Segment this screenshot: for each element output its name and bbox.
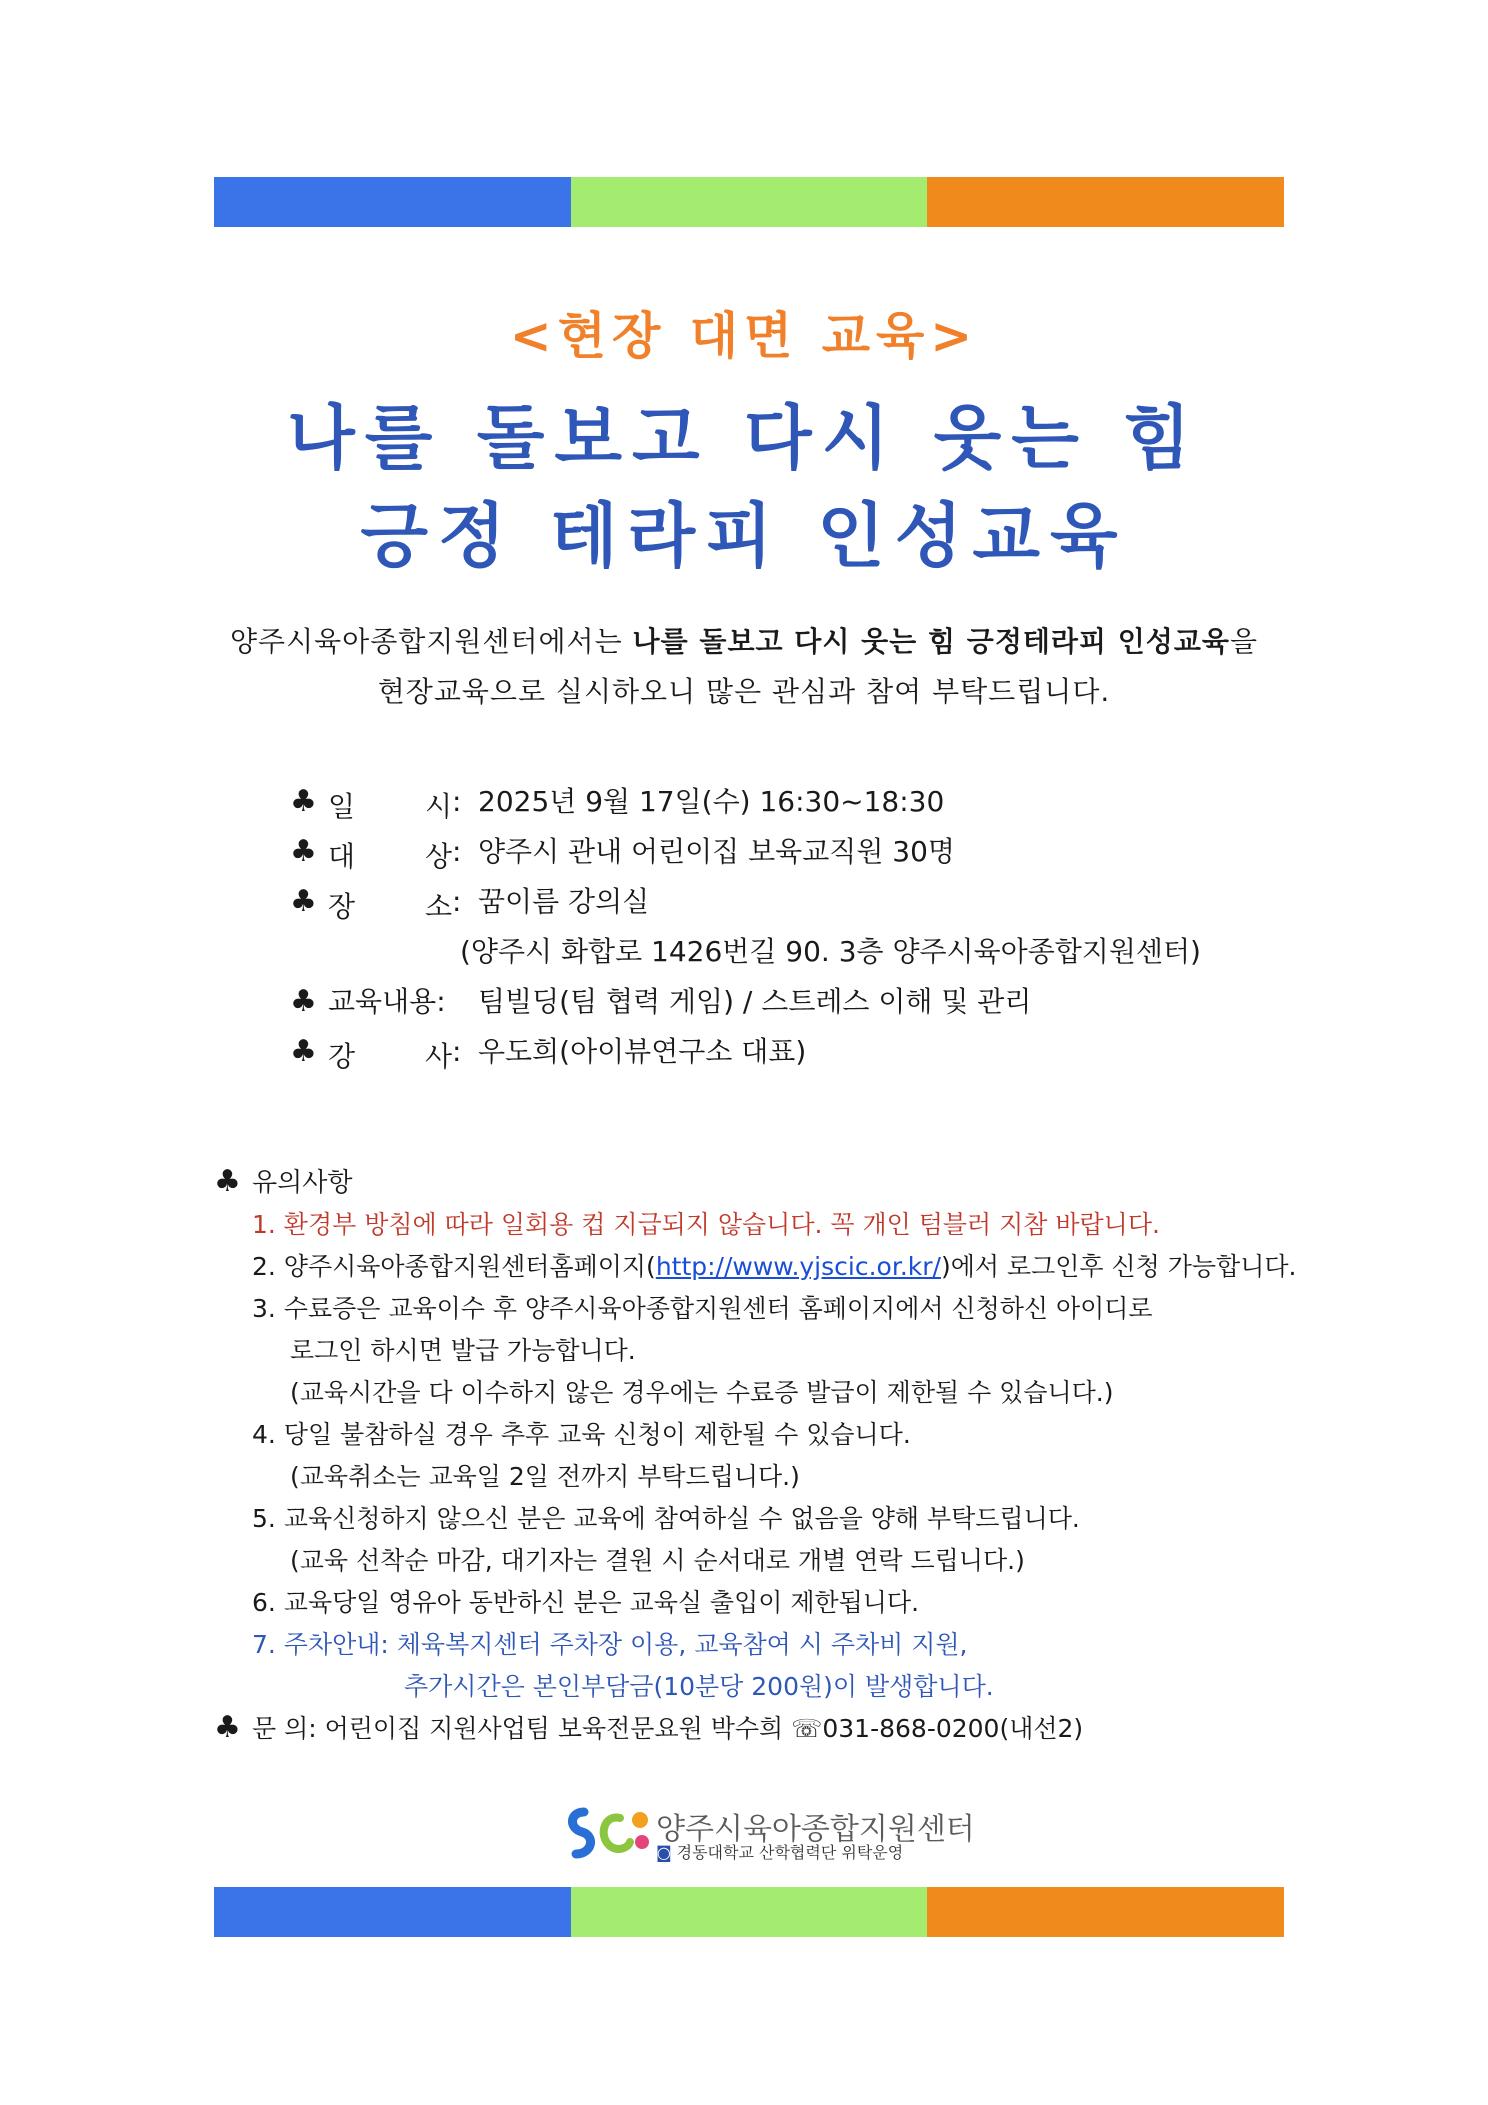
band-blue-segment — [214, 1887, 571, 1937]
top-color-band — [214, 177, 1284, 227]
info-value-place: 꿈이름 강의실 — [478, 885, 650, 918]
info-value-date: 2025년 9월 17일(수) 16:30~18:30 — [478, 785, 945, 818]
note-item-5-line2: (교육 선착순 마감, 대기자는 결원 시 순서대로 개별 연락 드립니다.) — [290, 1546, 1025, 1575]
info-label-target: 대 상 : — [328, 835, 462, 873]
info-value-target: 양주시 관내 어린이집 보육교직원 30명 — [478, 835, 955, 868]
info-label-content: 교육내용: — [328, 985, 446, 1018]
band-orange-segment — [927, 1887, 1284, 1937]
club-icon: ♣ — [290, 884, 317, 919]
info-value-content: 팀빌딩(팀 협력 게임) / 스트레스 이해 및 관리 — [478, 985, 1032, 1018]
note-item-4-line2: (교육취소는 교육일 2일 전까지 부탁드립니다.) — [290, 1462, 800, 1491]
note-item-4-line1: 4. 당일 불참하실 경우 추후 교육 신청이 제한될 수 있습니다. — [252, 1420, 911, 1449]
homepage-link[interactable]: http://www.yjscic.or.kr/ — [655, 1252, 941, 1281]
university-emblem-icon: ◙ — [656, 1843, 672, 1862]
note-item-2-suffix: )에서 로그인후 신청 가능합니다. — [940, 1252, 1297, 1281]
info-row-target — [290, 830, 955, 875]
note-item-5-line1: 5. 교육신청하지 않으신 분은 교육에 참여하실 수 없음을 양해 부탁드립니다. — [252, 1504, 1080, 1533]
center-logo-sub: ◙ 경동대학교 산학협력단 위탁운영 — [656, 1843, 904, 1862]
note-item-7-line1: 7. 주차안내: 체육복지센터 주차장 이용, 교육참여 시 주차비 지원, — [252, 1630, 968, 1659]
intro-prefix: 양주시육아종합지원센터에서는 — [229, 625, 633, 658]
page-title-line2: 긍정 테라피 인성교육 — [360, 495, 1128, 577]
band-green-segment — [571, 1887, 928, 1937]
info-place-detail: (양주시 화합로 1426번길 90. 3층 양주시육아종합지원센터) — [460, 935, 1201, 968]
notes-heading-label: 유의사항 — [252, 1168, 353, 1198]
intro-line1 — [0, 620, 1488, 660]
band-blue-segment — [214, 177, 571, 227]
note-item-3-line2: 로그인 하시면 발급 가능합니다. — [290, 1336, 636, 1365]
club-icon: ♣ — [290, 1034, 317, 1069]
info-label-lecturer: 강 사 : — [328, 1035, 462, 1073]
info-label-place: 장 소 : — [328, 885, 462, 923]
info-value-lecturer: 우도희(아이뷰연구소 대표) — [478, 1035, 807, 1068]
notes-heading — [214, 1162, 352, 1199]
intro-line2: 현장교육으로 실시하오니 많은 관심과 참여 부탁드립니다. — [377, 675, 1111, 708]
note-item-1: 1. 환경부 방침에 따라 일회용 컵 지급되지 않습니다. 꼭 개인 텀블러 지참 바랍니다. — [252, 1210, 1160, 1239]
intro-suffix: 을 — [1229, 625, 1259, 658]
note-item-3-line1: 3. 수료증은 교육이수 후 양주시육아종합지원센터 홈페이지에서 신청하신 아이디로 — [252, 1294, 1153, 1323]
club-icon: ♣ — [214, 1164, 241, 1199]
intro-bold-title: 나를 돌보고 다시 웃는 힘 긍정테라피 인성교육 — [632, 625, 1230, 658]
club-icon: ♣ — [214, 1710, 241, 1745]
club-icon: ♣ — [290, 984, 317, 1019]
club-icon: ♣ — [290, 834, 317, 869]
center-logo-icon — [562, 1802, 652, 1864]
note-item-7-line2: 추가시간은 본인부담금(10분당 200원)이 발생합니다. — [404, 1672, 994, 1701]
club-icon: ♣ — [290, 784, 317, 819]
bottom-color-band — [214, 1887, 1284, 1937]
note-item-2 — [252, 1247, 1296, 1283]
info-label-date: 일 시 : — [328, 785, 462, 823]
band-green-segment — [571, 177, 928, 227]
page-subtitle: <현장 대면 교육> — [509, 307, 979, 365]
info-row-lecturer — [290, 1030, 806, 1075]
contact-line — [214, 1709, 1083, 1745]
info-row-content — [290, 980, 1031, 1020]
center-logo-name: 양주시육아종합지원센터 — [656, 1812, 975, 1847]
note-item-2-prefix: 2. 양주시육아종합지원센터홈페이지( — [252, 1252, 656, 1281]
center-logo — [562, 1802, 975, 1864]
note-item-6: 6. 교육당일 영유아 동반하신 분은 교육실 출입이 제한됩니다. — [252, 1588, 920, 1617]
info-row-date — [290, 780, 944, 825]
note-item-3-line3: (교육시간을 다 이수하지 않은 경우에는 수료증 발급이 제한될 수 있습니다.) — [290, 1378, 1114, 1407]
info-row-place — [290, 880, 649, 925]
band-orange-segment — [927, 177, 1284, 227]
page-title-line1: 나를 돌보고 다시 웃는 힘 — [287, 397, 1201, 479]
contact-text: 문 의: 어린이집 지원사업팀 보육전문요원 박수희 ☏031-868-0200(내선2) — [252, 1714, 1084, 1743]
